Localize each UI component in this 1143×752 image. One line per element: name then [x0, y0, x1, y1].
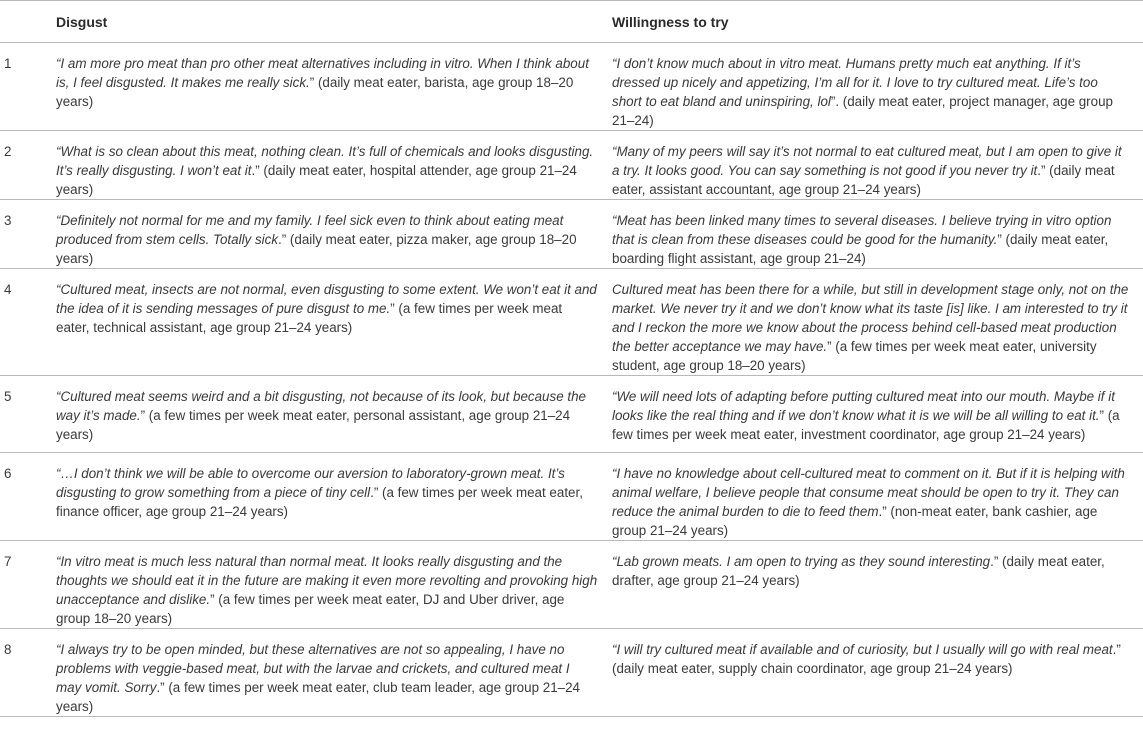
header-row [0, 1, 1143, 43]
row-number: 6 [0, 453, 56, 541]
table-row [0, 200, 1143, 269]
willingness-attribution: ”. (daily meat eater, project manager, age group 21–24) [612, 94, 1113, 128]
willingness-cell [612, 629, 1143, 717]
willingness-cell [612, 541, 1143, 629]
row-number: 4 [0, 269, 56, 376]
willingness-attribution: .” (daily meat eater, drafter, age group 21–24 years) [612, 554, 1105, 588]
disgust-attribution: .” (a few times per week meat eater, club team leader, age group 21–24 years) [56, 680, 580, 714]
willingness-quote: “I don’t know much about in vitro meat. Humans pretty much eat anything. If it’s dressed up nicely and appetizing, I’m all for it. I love to try cultured meat. Life’s too short to eat bland and uninspiring, lol [612, 56, 1098, 109]
willingness-quote: Cultured meat has been there for a while, but still in development stage only, not on the market. We never try it and we don’t know what its taste [is] like. I am interested to try it and I reckon the more we know about the process behind cell-based meat production the better acceptance we may have. [612, 282, 1129, 354]
disgust-quote: “I always try to be open minded, but these alternatives are not so appealing, I have no problems with veggie-based meat, but with the larvae and crickets, and cultured meat I may vomit. Sorry [56, 642, 570, 695]
disgust-quote: “I am more pro meat than pro other meat alternatives including in vitro. When I think about is, I feel disgusted. It makes me really sick. [56, 56, 589, 90]
disgust-cell [56, 376, 612, 453]
table-row [0, 453, 1143, 541]
disgust-attribution: ” (a few times per week meat eater, personal assistant, age group 21–24 years) [56, 408, 571, 442]
header-disgust: Disgust [56, 1, 612, 43]
row-number: 8 [0, 629, 56, 717]
row-number: 2 [0, 131, 56, 200]
willingness-attribution: .” (non-meat eater, bank cashier, age group 21–24 years) [612, 504, 1098, 538]
disgust-attribution: .” (a few times per week meat eater, finance officer, age group 21–24 years) [56, 485, 583, 519]
willingness-attribution: ” (a few times per week meat eater, university student, age group 18–20 years) [612, 339, 1097, 373]
willingness-quote: “I will try cultured meat if available and of curiosity, but I usually will go with real meat [612, 642, 1113, 657]
willingness-quote: “I have no knowledge about cell-cultured meat to comment on it. But if it is helping with animal welfare, I believe people that consume meat should be open to try it. They can reduce the animal burden to die to feed them [612, 466, 1125, 519]
row-number: 7 [0, 541, 56, 629]
table-row [0, 43, 1143, 131]
table-row [0, 629, 1143, 717]
disgust-quote: “What is so clean about this meat, nothing clean. It’s full of chemicals and looks disgusting. It’s really disgusting. I won’t eat it [56, 144, 594, 178]
disgust-cell [56, 453, 612, 541]
willingness-attribution: ” (daily meat eater, boarding flight assistant, age group 21–24) [612, 232, 1109, 266]
disgust-cell [56, 131, 612, 200]
disgust-cell [56, 269, 612, 376]
disgust-attribution: .” (daily meat eater, hospital attender, age group 21–24 years) [56, 163, 577, 197]
willingness-cell [612, 453, 1143, 541]
disgust-quote: “Cultured meat, insects are not normal, even disgusting to some extent. We won’t eat it and the idea of it is sending messages of pure disgust to me. [56, 282, 597, 316]
header-number [0, 1, 56, 43]
willingness-quote: “Lab grown meats. I am open to trying as they sound interesting [612, 554, 991, 569]
table-row [0, 376, 1143, 453]
willingness-attribution: ” (a few times per week meat eater, investment coordinator, age group 21–24 years) [612, 408, 1120, 442]
disgust-cell [56, 43, 612, 131]
table-row [0, 131, 1143, 200]
disgust-quote: “Definitely not normal for me and my family. I feel sick even to think about eating meat produced from stem cells. Totally sick [56, 213, 564, 247]
willingness-quote: “Many of my peers will say it’s not normal to eat cultured meat, but I am open to give it a try. It looks good. You can say something is not good if you never try it [612, 144, 1122, 178]
willingness-attribution: .” (daily meat eater, assistant accountant, age group 21–24 years) [612, 163, 1115, 197]
willingness-quote: “We will need lots of adapting before putting cultured meat into our mouth. Maybe if it looks like the real thing and if we don’t know what it is we will be all willing to eat it. [612, 389, 1115, 423]
disgust-cell [56, 629, 612, 717]
row-number: 5 [0, 376, 56, 453]
willingness-attribution: .” (daily meat eater, supply chain coordinator, age group 21–24 years) [612, 642, 1121, 676]
willingness-cell [612, 43, 1143, 131]
header-willingness: Willingness to try [612, 1, 1143, 43]
disgust-quote: “In vitro meat is much less natural than normal meat. It looks really disgusting and the thoughts we should eat it in the future are making it even more revolting and provoking high unacceptance and dislike. [56, 554, 598, 607]
disgust-cell [56, 541, 612, 629]
willingness-cell [612, 269, 1143, 376]
table-body [0, 43, 1143, 717]
row-number: 1 [0, 43, 56, 131]
disgust-attribution: ” (daily meat eater, barista, age group 18–20 years) [56, 75, 574, 109]
disgust-quote: “Cultured meat seems weird and a bit disgusting, not because of its look, but because the way it’s made. [56, 389, 586, 423]
disgust-attribution: .” (daily meat eater, pizza maker, age group 18–20 years) [56, 232, 577, 266]
willingness-cell [612, 376, 1143, 453]
disgust-cell [56, 200, 612, 269]
disgust-quote: “…I don’t think we will be able to overcome our aversion to laboratory-grown meat. It’s disgusting to grow something from a piece of tiny cell [56, 466, 565, 500]
willingness-quote: “Meat has been linked many times to several diseases. I believe trying in vitro option that is clean from these diseases could be good for the humanity. [612, 213, 1112, 247]
disgust-attribution: ” (a few times per week meat eater, DJ and Uber driver, age group 18–20 years) [56, 592, 565, 626]
row-number: 3 [0, 200, 56, 269]
table-row [0, 541, 1143, 629]
table-header [0, 1, 1143, 43]
disgust-attribution: ” (a few times per week meat eater, technical assistant, age group 21–24 years) [56, 301, 563, 335]
table-row [0, 269, 1143, 376]
willingness-cell [612, 200, 1143, 269]
willingness-cell [612, 131, 1143, 200]
